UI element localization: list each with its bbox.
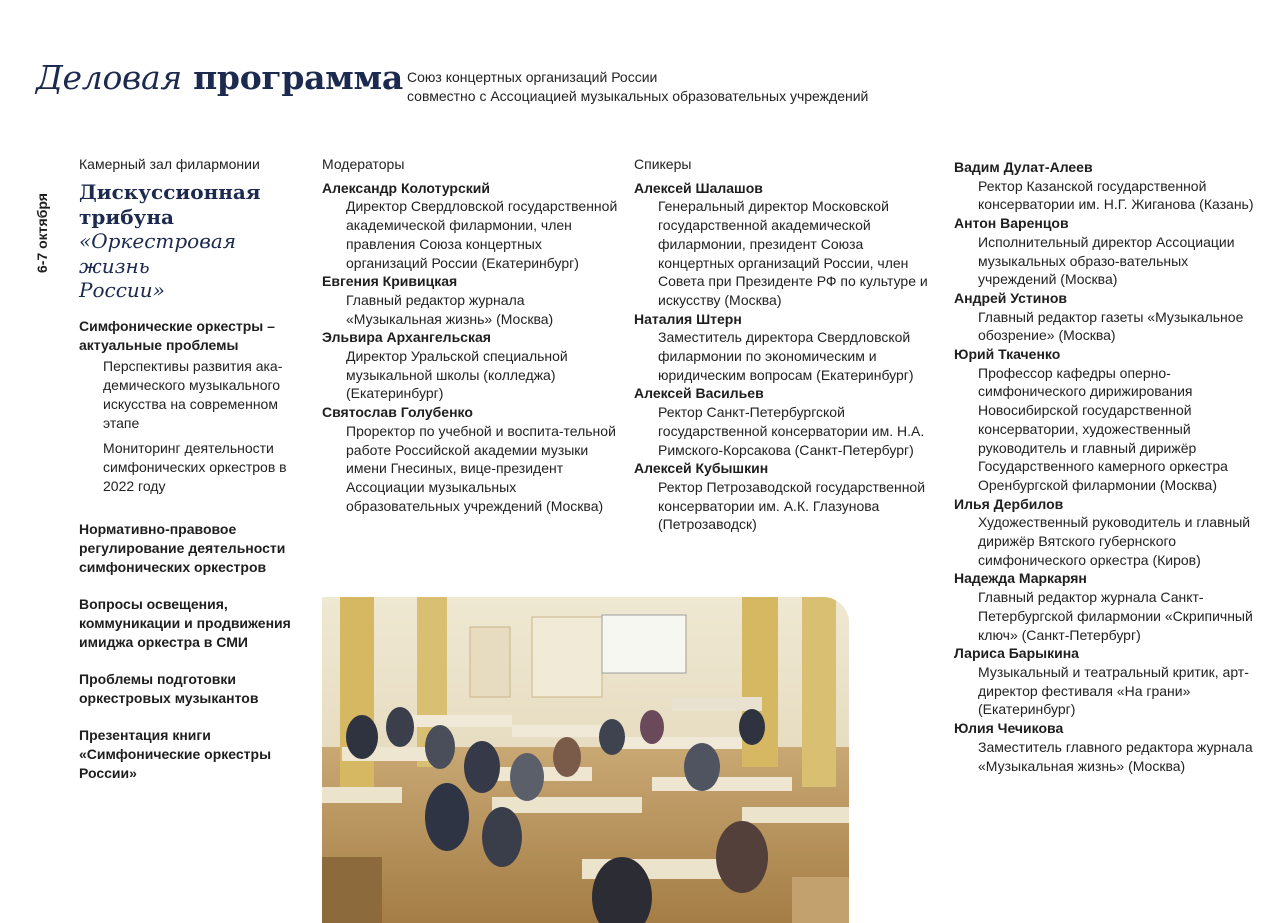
speaker-role: Главный редактор газеты «Музыкальное обозрение» (Москва) bbox=[978, 308, 1244, 344]
topic-1: Симфонические оркестры – актуальные проблемы bbox=[79, 317, 275, 353]
topic-5: Презентация книги «Симфонические оркестры России» bbox=[79, 726, 272, 781]
event-hall: Камерный зал филармонии bbox=[79, 156, 260, 172]
title-rest: программа bbox=[181, 58, 403, 97]
speaker-role: Музыкальный и театральный критик, арт-директор фестиваля «На грани» (Екатеринбург) bbox=[978, 663, 1249, 718]
speaker-role: Исполнительный директор Ассоциации музыкальных образо-вательных учреждений (Москва) bbox=[978, 233, 1235, 288]
speakers-heading: Спикеры bbox=[634, 156, 692, 172]
speaker-role: Заместитель директора Свердловской филармонии по экономическим и юридическим вопросам (Екатеринбург) bbox=[658, 329, 914, 383]
event-date: 6-7 октября bbox=[34, 193, 50, 273]
organizers bbox=[407, 68, 868, 106]
speaker-role: Ректор Петрозаводской государственной консерватории им. А.К. Глазунова (Петрозаводск) bbox=[658, 478, 926, 533]
moderator-role: Главный редактор журнала «Музыкальная жизнь» (Москва) bbox=[346, 291, 554, 327]
speaker-name: Лариса Барыкина bbox=[954, 645, 1079, 662]
event-title-line-4: России» bbox=[79, 278, 165, 302]
speaker-name: Юрий Ткаченко bbox=[954, 346, 1061, 363]
speaker-name: Юлия Чечикова bbox=[954, 720, 1064, 737]
moderator-name: Евгения Кривицкая bbox=[322, 273, 458, 290]
event-column bbox=[79, 155, 311, 783]
subtopic-2: Мониторинг деятельности симфонических оркестров в 2022 году bbox=[103, 439, 287, 494]
page-title bbox=[36, 58, 403, 97]
speaker-name: Илья Дербилов bbox=[954, 495, 1064, 512]
moderator-name: Эльвира Архангельская bbox=[322, 329, 491, 346]
speaker-name: Антон Варенцов bbox=[954, 215, 1069, 232]
event-title-line-3: «Оркестровая жизнь bbox=[79, 229, 237, 278]
speaker-name: Алексей Кубышкин bbox=[634, 460, 769, 477]
speaker-role: Ректор Казанской государственной консерватории им. Н.Г. Жиганова (Казань) bbox=[978, 177, 1254, 213]
speaker-role: Ректор Санкт-Петербургской государственной консерватории им. Н.А. Римского-Корсакова (Санкт-Петербург) bbox=[658, 404, 925, 458]
speaker-name: Андрей Устинов bbox=[954, 289, 1067, 306]
moderator-role: Директор Свердловской государственной академической филармонии, член правления Союза концертных организаций России (Екатеринбург) bbox=[346, 198, 618, 271]
title-italic: Деловая bbox=[36, 58, 182, 97]
topic-4: Проблемы подготовки оркестровых музыкантов bbox=[79, 670, 259, 706]
speakers-section bbox=[634, 155, 934, 534]
speaker-name: Надежда Маркарян bbox=[954, 570, 1087, 587]
event-title bbox=[79, 180, 311, 303]
moderator-name: Александр Колотурский bbox=[322, 179, 490, 196]
event-title-line-2: трибуна bbox=[79, 204, 174, 229]
moderators-heading: Модераторы bbox=[322, 156, 405, 172]
event-title-line-1: Дискуссионная bbox=[79, 180, 261, 204]
moderator-role: Директор Уральской специальной музыкальной школы (колледжа) (Екатеринбург) bbox=[346, 348, 568, 402]
moderator-role: Проректор по учебной и воспита-тельной работе Российской академии музыки имени Гнесиных, вице-президент Ассоциации музыкальных образовательных учреждений (Москва) bbox=[346, 422, 616, 514]
moderators-section bbox=[322, 155, 622, 515]
organizer-line-1: Союз концертных организаций России bbox=[407, 69, 658, 85]
conference-hall-illustration bbox=[322, 597, 849, 923]
speaker-name: Вадим Дулат-Алеев bbox=[954, 159, 1093, 175]
speaker-role: Заместитель главного редактора журнала «Музыкальная жизнь» (Москва) bbox=[978, 738, 1253, 774]
speaker-name: Алексей Васильев bbox=[634, 385, 764, 402]
topic-2: Нормативно-правовое регулирование деятельности симфонических оркестров bbox=[79, 520, 286, 575]
speaker-role: Художественный руководитель и главный дирижёр Вятского губернского симфонического оркестра (Киров) bbox=[978, 514, 1251, 568]
organizer-line-2: совместно с Ассоциацией музыкальных образовательных учреждений bbox=[407, 88, 869, 104]
speaker-name: Алексей Шалашов bbox=[634, 179, 763, 196]
speaker-name: Наталия Штерн bbox=[634, 310, 742, 327]
speakers-continued bbox=[954, 158, 1264, 775]
speaker-role: Главный редактор журнала Санкт-Петербургской филармонии «Скрипичный ключ» (Санкт-Петербург) bbox=[978, 589, 1253, 643]
subtopic-1: Перспективы развития ака-демического музыкального искусства на современном этапе bbox=[103, 357, 283, 431]
speaker-role: Генеральный директор Московской государственной академической филармонии, президент Союза концертных организаций России, член Совета при Президенте РФ по культуре и искусству (Москва) bbox=[658, 198, 928, 308]
speaker-role: Профессор кафедры оперно-симфонического дирижирования Новосибирской государственной консерватории, художественный руководитель и главный дирижёр Государственного камерного оркестра Оренбургской филармонии (Москва) bbox=[978, 364, 1228, 493]
moderator-name: Святослав Голубенко bbox=[322, 404, 473, 421]
conference-photo bbox=[322, 597, 849, 923]
topic-3: Вопросы освещения, коммуникации и продвижения имиджа оркестра в СМИ bbox=[79, 595, 291, 650]
